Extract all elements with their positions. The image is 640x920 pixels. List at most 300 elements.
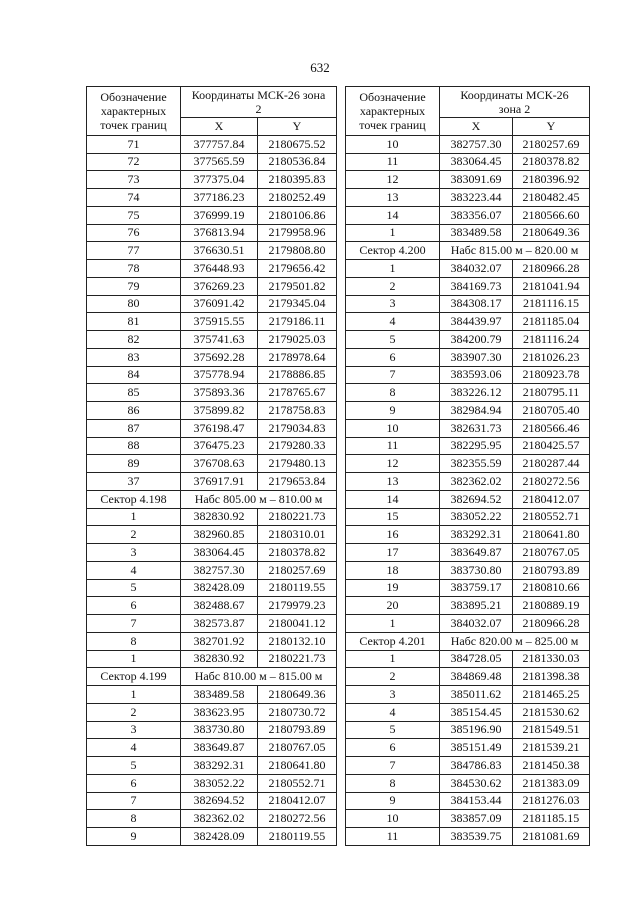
point-cell: 12 bbox=[346, 171, 440, 189]
table-row bbox=[87, 153, 337, 171]
point-cell: 1 bbox=[346, 650, 440, 668]
y-cell: 2180641.80 bbox=[513, 526, 590, 544]
y-cell: 2181116.24 bbox=[513, 331, 590, 349]
y-cell: 2180257.69 bbox=[513, 135, 590, 153]
y-cell: 2178978.64 bbox=[258, 348, 337, 366]
y-cell: 2180649.36 bbox=[513, 224, 590, 242]
x-cell: 385011.62 bbox=[440, 686, 513, 704]
y-cell: 2178758.83 bbox=[258, 402, 337, 420]
coordinates-table-right bbox=[345, 86, 590, 846]
point-cell: 8 bbox=[87, 632, 181, 650]
table-row bbox=[346, 561, 590, 579]
y-cell: 2181276.03 bbox=[513, 792, 590, 810]
x-cell: 382362.02 bbox=[440, 473, 513, 491]
table-row bbox=[346, 615, 590, 633]
x-cell: 385154.45 bbox=[440, 703, 513, 721]
table-row bbox=[87, 242, 337, 260]
y-cell: 2180272.56 bbox=[258, 810, 337, 828]
table-row bbox=[346, 757, 590, 775]
y-cell: 2179034.83 bbox=[258, 419, 337, 437]
y-cell: 2180395.83 bbox=[258, 171, 337, 189]
point-cell: 10 bbox=[346, 135, 440, 153]
table-row bbox=[346, 171, 590, 189]
point-cell: 4 bbox=[346, 703, 440, 721]
y-cell: 2180378.82 bbox=[258, 544, 337, 562]
x-cell: 383649.87 bbox=[440, 544, 513, 562]
x-cell: 382694.52 bbox=[440, 490, 513, 508]
point-cell: 7 bbox=[346, 757, 440, 775]
x-cell: 382984.94 bbox=[440, 402, 513, 420]
y-cell: 2180041.12 bbox=[258, 615, 337, 633]
table-row bbox=[346, 206, 590, 224]
table-row bbox=[87, 615, 337, 633]
table-row bbox=[87, 721, 337, 739]
y-cell: 2180552.71 bbox=[258, 774, 337, 792]
sector-name-cell: Сектор 4.200 bbox=[346, 242, 440, 260]
x-cell: 375915.55 bbox=[181, 313, 258, 331]
y-cell: 2178765.67 bbox=[258, 384, 337, 402]
table-row bbox=[87, 224, 337, 242]
x-cell: 376475.23 bbox=[181, 437, 258, 455]
y-header: Y bbox=[513, 118, 590, 136]
table-row bbox=[87, 579, 337, 597]
x-cell: 383539.75 bbox=[440, 828, 513, 846]
point-cell: 4 bbox=[87, 561, 181, 579]
x-cell: 382830.92 bbox=[181, 508, 258, 526]
table-row bbox=[346, 597, 590, 615]
y-cell: 2180675.52 bbox=[258, 135, 337, 153]
point-cell: 1 bbox=[87, 686, 181, 704]
table-row bbox=[87, 366, 337, 384]
sector-row bbox=[346, 632, 590, 650]
point-cell: 5 bbox=[87, 757, 181, 775]
point-cell: 17 bbox=[346, 544, 440, 562]
x-cell: 382428.09 bbox=[181, 579, 258, 597]
point-cell: 9 bbox=[346, 792, 440, 810]
point-designation-header: Обозначение характерных точек границ bbox=[87, 87, 181, 136]
x-cell: 383593.06 bbox=[440, 366, 513, 384]
x-cell: 383052.22 bbox=[440, 508, 513, 526]
y-cell: 2181450.38 bbox=[513, 757, 590, 775]
table-row bbox=[346, 277, 590, 295]
table-row bbox=[346, 810, 590, 828]
point-cell: 8 bbox=[346, 774, 440, 792]
x-cell: 383623.95 bbox=[181, 703, 258, 721]
table-row bbox=[346, 668, 590, 686]
table-row bbox=[87, 331, 337, 349]
y-cell: 2180425.57 bbox=[513, 437, 590, 455]
y-cell: 2180767.05 bbox=[513, 544, 590, 562]
y-cell: 2180810.66 bbox=[513, 579, 590, 597]
y-cell: 2180378.82 bbox=[513, 153, 590, 171]
x-cell: 377375.04 bbox=[181, 171, 258, 189]
point-cell: 81 bbox=[87, 313, 181, 331]
point-cell: 6 bbox=[87, 774, 181, 792]
x-cell: 376813.94 bbox=[181, 224, 258, 242]
y-cell: 2179653.84 bbox=[258, 473, 337, 491]
x-cell: 385151.49 bbox=[440, 739, 513, 757]
table-row bbox=[87, 437, 337, 455]
point-cell: 7 bbox=[87, 615, 181, 633]
y-cell: 2181116.15 bbox=[513, 295, 590, 313]
x-cell: 383292.31 bbox=[181, 757, 258, 775]
point-cell: 75 bbox=[87, 206, 181, 224]
y-header: Y bbox=[258, 118, 337, 136]
y-cell: 2180412.07 bbox=[258, 792, 337, 810]
coordinates-header: Координаты МСК-26 зона 2 bbox=[440, 87, 590, 118]
y-cell: 2180793.89 bbox=[513, 561, 590, 579]
x-cell: 382362.02 bbox=[181, 810, 258, 828]
x-cell: 383292.31 bbox=[440, 526, 513, 544]
point-cell: 5 bbox=[87, 579, 181, 597]
table-row bbox=[87, 632, 337, 650]
sector-row bbox=[346, 242, 590, 260]
point-cell: 7 bbox=[87, 792, 181, 810]
point-cell: 6 bbox=[87, 597, 181, 615]
y-cell: 2180923.78 bbox=[513, 366, 590, 384]
y-cell: 2180966.28 bbox=[513, 615, 590, 633]
point-cell: 73 bbox=[87, 171, 181, 189]
table-row bbox=[346, 579, 590, 597]
x-cell: 375893.36 bbox=[181, 384, 258, 402]
x-cell: 384308.17 bbox=[440, 295, 513, 313]
x-cell: 376917.91 bbox=[181, 473, 258, 491]
x-cell: 375741.63 bbox=[181, 331, 258, 349]
sector-row bbox=[87, 668, 337, 686]
y-cell: 2180649.36 bbox=[258, 686, 337, 704]
x-cell: 384032.07 bbox=[440, 615, 513, 633]
point-cell: 4 bbox=[346, 313, 440, 331]
x-cell: 385196.90 bbox=[440, 721, 513, 739]
table-row bbox=[346, 526, 590, 544]
x-cell: 383064.45 bbox=[181, 544, 258, 562]
point-cell: 71 bbox=[87, 135, 181, 153]
y-cell: 2180119.55 bbox=[258, 579, 337, 597]
y-cell: 2179186.11 bbox=[258, 313, 337, 331]
point-cell: 72 bbox=[87, 153, 181, 171]
x-cell: 384153.44 bbox=[440, 792, 513, 810]
y-cell: 2180396.92 bbox=[513, 171, 590, 189]
y-cell: 2180221.73 bbox=[258, 508, 337, 526]
point-designation-header: Обозначение характерных точек границ bbox=[346, 87, 440, 136]
x-cell: 384032.07 bbox=[440, 260, 513, 278]
table-row bbox=[346, 739, 590, 757]
point-cell: 86 bbox=[87, 402, 181, 420]
y-cell: 2181398.38 bbox=[513, 668, 590, 686]
table-row bbox=[346, 153, 590, 171]
x-cell: 382488.67 bbox=[181, 597, 258, 615]
x-cell: 375778.94 bbox=[181, 366, 258, 384]
table-row bbox=[87, 455, 337, 473]
point-cell: 3 bbox=[346, 686, 440, 704]
y-cell: 2180482.45 bbox=[513, 189, 590, 207]
point-cell: 5 bbox=[346, 721, 440, 739]
table-row bbox=[87, 171, 337, 189]
x-cell: 376269.23 bbox=[181, 277, 258, 295]
point-cell: 83 bbox=[87, 348, 181, 366]
point-cell: 8 bbox=[87, 810, 181, 828]
coordinates-header: Координаты МСК-26 зона 2 bbox=[181, 87, 337, 118]
table-row bbox=[87, 348, 337, 366]
altitude-range-cell: Набс 805.00 м – 810.00 м bbox=[181, 490, 337, 508]
table-row bbox=[346, 774, 590, 792]
y-cell: 2179025.03 bbox=[258, 331, 337, 349]
y-cell: 2180767.05 bbox=[258, 739, 337, 757]
point-cell: 2 bbox=[346, 668, 440, 686]
point-cell: 5 bbox=[346, 331, 440, 349]
point-cell: 7 bbox=[346, 366, 440, 384]
x-cell: 383730.80 bbox=[181, 721, 258, 739]
sector-name-cell: Сектор 4.199 bbox=[87, 668, 181, 686]
point-cell: 10 bbox=[346, 419, 440, 437]
x-cell: 383226.12 bbox=[440, 384, 513, 402]
y-cell: 2181530.62 bbox=[513, 703, 590, 721]
y-cell: 2180257.69 bbox=[258, 561, 337, 579]
table-row bbox=[87, 402, 337, 420]
table-row bbox=[346, 703, 590, 721]
y-cell: 2180552.71 bbox=[513, 508, 590, 526]
altitude-range-cell: Набс 820.00 м – 825.00 м bbox=[440, 632, 590, 650]
y-cell: 2180132.10 bbox=[258, 632, 337, 650]
table-row bbox=[87, 650, 337, 668]
point-cell: 6 bbox=[346, 739, 440, 757]
x-cell: 382631.73 bbox=[440, 419, 513, 437]
y-cell: 2180966.28 bbox=[513, 260, 590, 278]
x-cell: 376091.42 bbox=[181, 295, 258, 313]
y-cell: 2180730.72 bbox=[258, 703, 337, 721]
point-cell: 1 bbox=[87, 650, 181, 668]
y-cell: 2181539.21 bbox=[513, 739, 590, 757]
table-row bbox=[87, 810, 337, 828]
point-cell: 84 bbox=[87, 366, 181, 384]
altitude-range-cell: Набс 810.00 м – 815.00 м bbox=[181, 668, 337, 686]
x-cell: 384200.79 bbox=[440, 331, 513, 349]
y-cell: 2181549.51 bbox=[513, 721, 590, 739]
x-cell: 383052.22 bbox=[181, 774, 258, 792]
x-cell: 382295.95 bbox=[440, 437, 513, 455]
y-cell: 2180252.49 bbox=[258, 189, 337, 207]
point-cell: 89 bbox=[87, 455, 181, 473]
table-row bbox=[346, 419, 590, 437]
point-cell: 11 bbox=[346, 153, 440, 171]
table-row bbox=[346, 224, 590, 242]
x-cell: 383356.07 bbox=[440, 206, 513, 224]
x-cell: 384439.97 bbox=[440, 313, 513, 331]
x-cell: 382355.59 bbox=[440, 455, 513, 473]
table-row bbox=[87, 419, 337, 437]
point-cell: 15 bbox=[346, 508, 440, 526]
point-cell: 13 bbox=[346, 473, 440, 491]
point-cell: 11 bbox=[346, 828, 440, 846]
table-row bbox=[87, 277, 337, 295]
y-cell: 2180889.19 bbox=[513, 597, 590, 615]
y-cell: 2181185.04 bbox=[513, 313, 590, 331]
table-row bbox=[346, 189, 590, 207]
x-cell: 376198.47 bbox=[181, 419, 258, 437]
point-cell: 85 bbox=[87, 384, 181, 402]
point-cell: 1 bbox=[346, 260, 440, 278]
x-cell: 384869.48 bbox=[440, 668, 513, 686]
table-row bbox=[87, 739, 337, 757]
table-row bbox=[87, 260, 337, 278]
table-row bbox=[346, 792, 590, 810]
x-cell: 377565.59 bbox=[181, 153, 258, 171]
x-cell: 376708.63 bbox=[181, 455, 258, 473]
point-cell: 14 bbox=[346, 490, 440, 508]
point-cell: 12 bbox=[346, 455, 440, 473]
x-cell: 384530.62 bbox=[440, 774, 513, 792]
x-cell: 382830.92 bbox=[181, 650, 258, 668]
coordinates-table-left bbox=[86, 86, 337, 846]
y-cell: 2180536.84 bbox=[258, 153, 337, 171]
table-row bbox=[87, 774, 337, 792]
point-cell: 6 bbox=[346, 348, 440, 366]
y-cell: 2180106.86 bbox=[258, 206, 337, 224]
table-row bbox=[346, 295, 590, 313]
table-row bbox=[87, 384, 337, 402]
y-cell: 2179501.82 bbox=[258, 277, 337, 295]
point-cell: 8 bbox=[346, 384, 440, 402]
table-row bbox=[346, 544, 590, 562]
table-row bbox=[346, 490, 590, 508]
sector-name-cell: Сектор 4.198 bbox=[87, 490, 181, 508]
y-cell: 2181081.69 bbox=[513, 828, 590, 846]
x-cell: 384169.73 bbox=[440, 277, 513, 295]
x-cell: 382573.87 bbox=[181, 615, 258, 633]
x-header: X bbox=[440, 118, 513, 136]
table-row bbox=[87, 544, 337, 562]
x-cell: 375899.82 bbox=[181, 402, 258, 420]
y-cell: 2181041.94 bbox=[513, 277, 590, 295]
x-cell: 382757.30 bbox=[181, 561, 258, 579]
table-row bbox=[87, 561, 337, 579]
table-row bbox=[87, 135, 337, 153]
point-cell: 77 bbox=[87, 242, 181, 260]
table-row bbox=[346, 508, 590, 526]
table-row bbox=[346, 437, 590, 455]
y-cell: 2180272.56 bbox=[513, 473, 590, 491]
x-cell: 383064.45 bbox=[440, 153, 513, 171]
x-cell: 384786.83 bbox=[440, 757, 513, 775]
point-cell: 4 bbox=[87, 739, 181, 757]
table-row bbox=[346, 348, 590, 366]
table-row bbox=[87, 473, 337, 491]
table-row bbox=[346, 650, 590, 668]
x-cell: 376630.51 bbox=[181, 242, 258, 260]
point-cell: 13 bbox=[346, 189, 440, 207]
point-cell: 3 bbox=[87, 544, 181, 562]
y-cell: 2180641.80 bbox=[258, 757, 337, 775]
x-cell: 384728.05 bbox=[440, 650, 513, 668]
point-cell: 2 bbox=[346, 277, 440, 295]
y-cell: 2181185.15 bbox=[513, 810, 590, 828]
y-cell: 2179280.33 bbox=[258, 437, 337, 455]
table-row bbox=[346, 366, 590, 384]
y-cell: 2181465.25 bbox=[513, 686, 590, 704]
point-cell: 37 bbox=[87, 473, 181, 491]
point-cell: 80 bbox=[87, 295, 181, 313]
page-number: 632 bbox=[310, 60, 330, 75]
table-row bbox=[346, 135, 590, 153]
table-row bbox=[346, 331, 590, 349]
point-cell: 79 bbox=[87, 277, 181, 295]
table-row bbox=[87, 686, 337, 704]
table-row bbox=[346, 721, 590, 739]
point-cell: 16 bbox=[346, 526, 440, 544]
table-row bbox=[87, 508, 337, 526]
x-cell: 383489.58 bbox=[181, 686, 258, 704]
x-header: X bbox=[181, 118, 258, 136]
sector-name-cell: Сектор 4.201 bbox=[346, 632, 440, 650]
x-cell: 383091.69 bbox=[440, 171, 513, 189]
y-cell: 2178886.85 bbox=[258, 366, 337, 384]
y-cell: 2179958.96 bbox=[258, 224, 337, 242]
point-cell: 1 bbox=[346, 224, 440, 242]
y-cell: 2180221.73 bbox=[258, 650, 337, 668]
table-row bbox=[87, 206, 337, 224]
point-cell: 82 bbox=[87, 331, 181, 349]
table-row bbox=[87, 757, 337, 775]
x-cell: 382757.30 bbox=[440, 135, 513, 153]
y-cell: 2180412.07 bbox=[513, 490, 590, 508]
table-row bbox=[87, 526, 337, 544]
y-cell: 2180793.89 bbox=[258, 721, 337, 739]
y-cell: 2179979.23 bbox=[258, 597, 337, 615]
table-row bbox=[346, 402, 590, 420]
y-cell: 2180119.55 bbox=[258, 828, 337, 846]
point-cell: 14 bbox=[346, 206, 440, 224]
point-cell: 87 bbox=[87, 419, 181, 437]
table-row bbox=[87, 313, 337, 331]
point-cell: 76 bbox=[87, 224, 181, 242]
point-cell: 1 bbox=[87, 508, 181, 526]
table-row bbox=[87, 189, 337, 207]
x-cell: 375692.28 bbox=[181, 348, 258, 366]
y-cell: 2181026.23 bbox=[513, 348, 590, 366]
point-cell: 18 bbox=[346, 561, 440, 579]
altitude-range-cell: Набс 815.00 м – 820.00 м bbox=[440, 242, 590, 260]
point-cell: 10 bbox=[346, 810, 440, 828]
y-cell: 2180566.46 bbox=[513, 419, 590, 437]
table-row bbox=[346, 313, 590, 331]
x-cell: 382694.52 bbox=[181, 792, 258, 810]
x-cell: 383759.17 bbox=[440, 579, 513, 597]
x-cell: 377757.84 bbox=[181, 135, 258, 153]
sector-row bbox=[87, 490, 337, 508]
y-cell: 2180705.40 bbox=[513, 402, 590, 420]
table-body-right bbox=[346, 135, 590, 845]
point-cell: 3 bbox=[346, 295, 440, 313]
y-cell: 2179808.80 bbox=[258, 242, 337, 260]
table-row bbox=[346, 828, 590, 846]
point-cell: 1 bbox=[346, 615, 440, 633]
point-cell: 3 bbox=[87, 721, 181, 739]
table-row bbox=[346, 260, 590, 278]
point-cell: 20 bbox=[346, 597, 440, 615]
table-row bbox=[87, 597, 337, 615]
point-cell: 9 bbox=[346, 402, 440, 420]
table-row bbox=[87, 295, 337, 313]
point-cell: 11 bbox=[346, 437, 440, 455]
x-cell: 377186.23 bbox=[181, 189, 258, 207]
x-cell: 383895.21 bbox=[440, 597, 513, 615]
point-cell: 2 bbox=[87, 526, 181, 544]
x-cell: 376999.19 bbox=[181, 206, 258, 224]
point-cell: 88 bbox=[87, 437, 181, 455]
y-cell: 2180795.11 bbox=[513, 384, 590, 402]
x-cell: 383649.87 bbox=[181, 739, 258, 757]
point-cell: 78 bbox=[87, 260, 181, 278]
